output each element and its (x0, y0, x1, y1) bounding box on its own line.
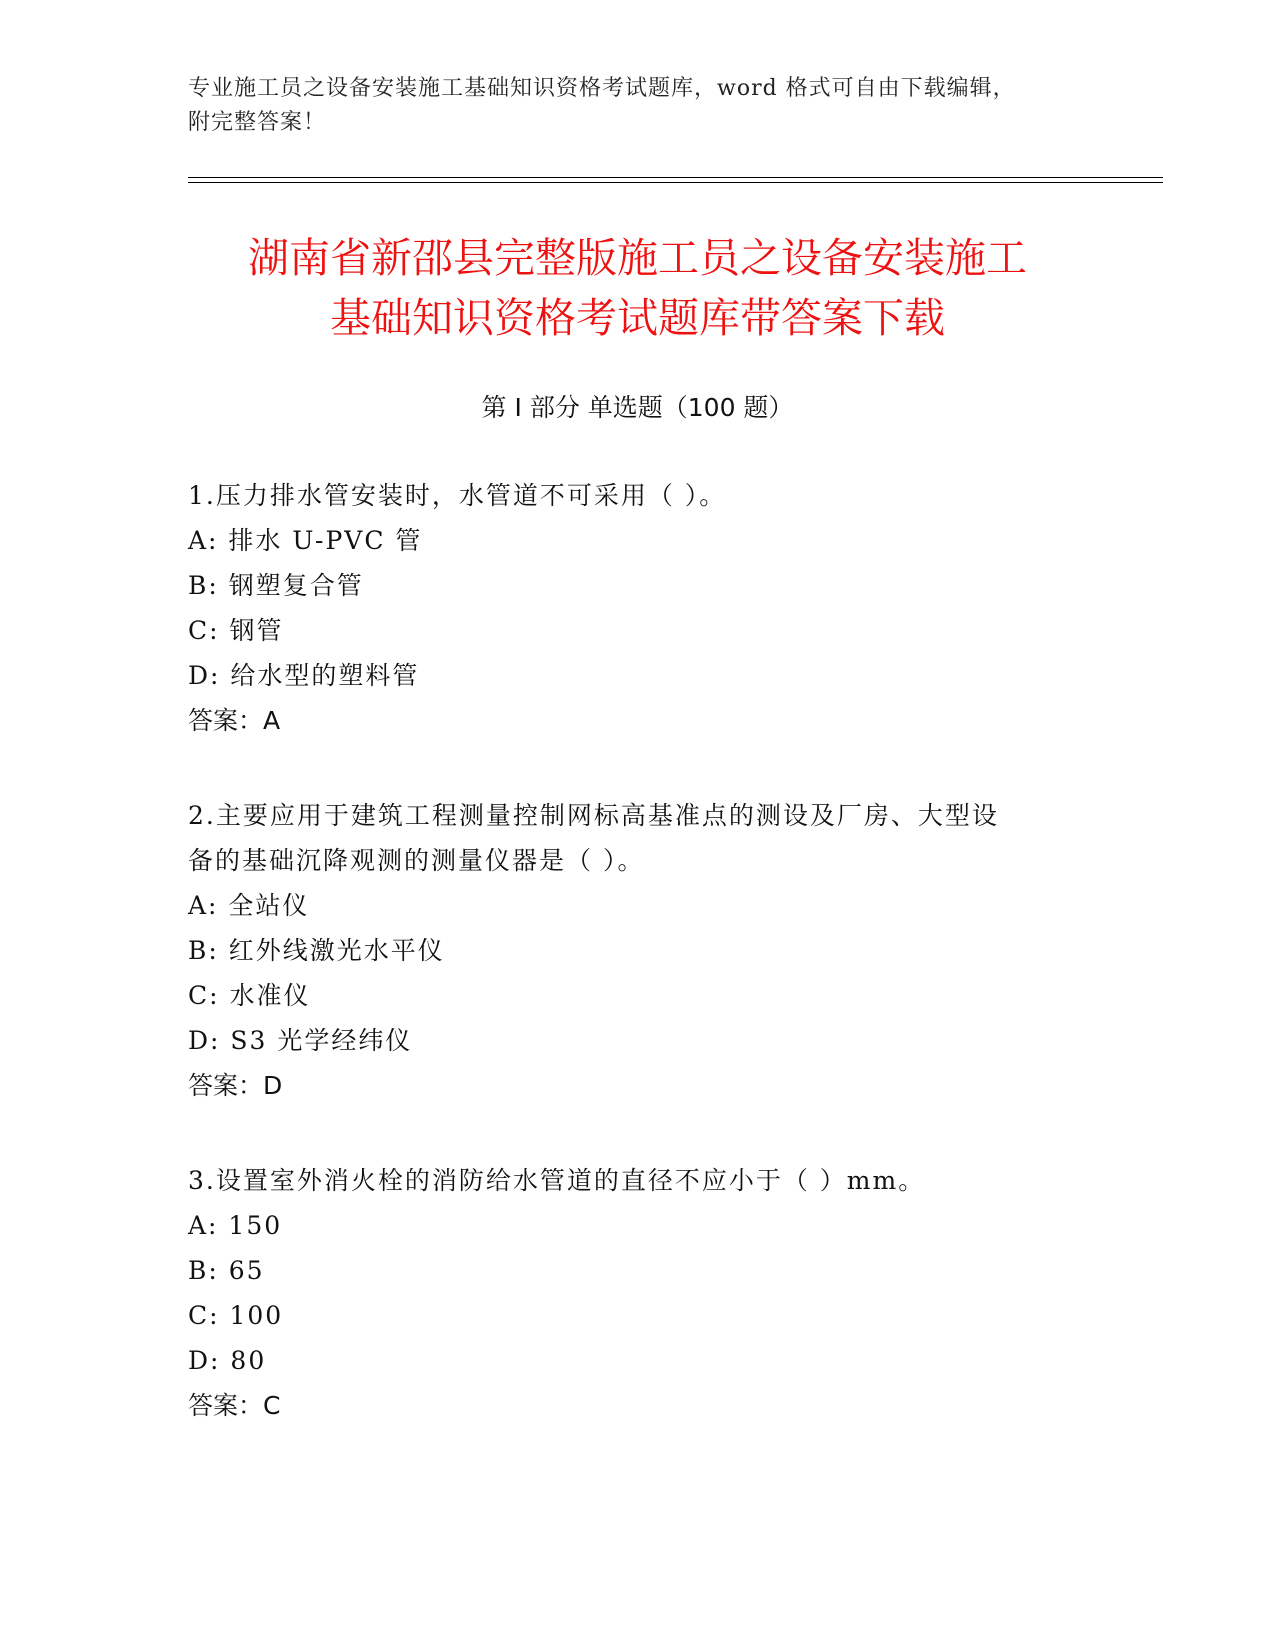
question-option-c: C: 水准仪 (188, 981, 311, 1010)
question-option-b: B: 65 (188, 1256, 265, 1285)
question-option-a: A: 排水 U-PVC 管 (188, 526, 423, 555)
question-option-c: C: 100 (188, 1301, 284, 1330)
section-heading: 第 I 部分 单选题（100 题） (481, 393, 794, 422)
header-note-line-2: 附完整答案！ (188, 110, 327, 135)
question-option-b: B: 钢塑复合管 (188, 571, 364, 600)
document-title-line-2: 基础知识资格考试题库带答案下载 (330, 294, 945, 342)
question-option-b: B: 红外线激光水平仪 (188, 936, 445, 965)
question-answer: 答案：A (188, 706, 281, 735)
question-stem-continued: 备的基础沉降观测的测量仪器是（ ）。 (188, 846, 645, 875)
question-1 (188, 473, 1088, 743)
header-divider-bottom (188, 182, 1163, 183)
question-stem: 2.主要应用于建筑工程测量控制网标高基准点的测设及厂房、大型设 (188, 801, 999, 830)
question-answer: 答案：C (188, 1391, 281, 1420)
document-header-note (188, 72, 1068, 140)
question-2 (188, 793, 1088, 1108)
question-option-d: D: 给水型的塑料管 (188, 661, 420, 690)
question-option-d: D: 80 (188, 1346, 267, 1375)
question-option-a: A: 150 (188, 1211, 283, 1240)
document-title-line-1: 湖南省新邵县完整版施工员之设备安装施工 (248, 234, 1027, 282)
question-stem: 3.设置室外消火栓的消防给水管道的直径不应小于（ ）mm。 (188, 1166, 926, 1195)
document-title (150, 228, 1125, 348)
header-divider-top (188, 177, 1163, 178)
question-option-a: A: 全站仪 (188, 891, 310, 920)
question-stem: 1.压力排水管安装时，水管道不可采用（ ）。 (188, 481, 727, 510)
question-3 (188, 1158, 1088, 1428)
question-option-d: D: S3 光学经纬仪 (188, 1026, 413, 1055)
question-answer: 答案：D (188, 1071, 283, 1100)
header-note-line-1: 专业施工员之设备安装施工基础知识资格考试题库，word 格式可自由下载编辑， (188, 76, 1016, 101)
question-option-c: C: 钢管 (188, 616, 284, 645)
